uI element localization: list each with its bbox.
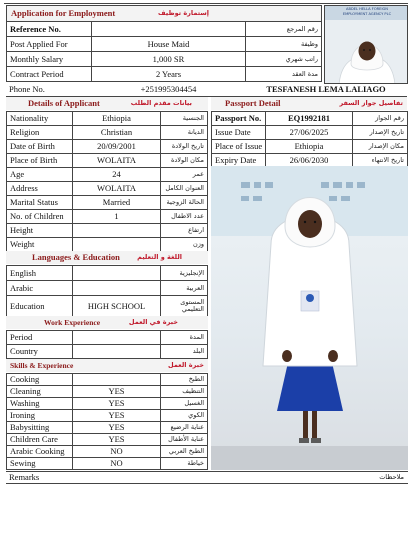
- agency-line-1: ABDEL HELLA FOREIGN: [346, 7, 388, 11]
- applicant-row-label: Address: [6, 181, 73, 196]
- remarks-ar: ملاحظات: [379, 473, 404, 482]
- applicant-row-label: Marital Status: [6, 195, 73, 210]
- skill-row-ar: التنظيف: [160, 385, 208, 398]
- skill-row-label: Washing: [6, 397, 73, 410]
- applicant-section-header: [6, 97, 208, 110]
- passport-row-value: 27/06/2025: [265, 125, 353, 140]
- skill-row-label: Babysitting: [6, 421, 73, 434]
- passport-row-label: Place of Issue: [211, 139, 266, 154]
- passport-row-label: Expiry Date: [211, 153, 266, 168]
- applicant-row-value: [72, 223, 161, 238]
- contract-value: 2 Years: [91, 66, 246, 82]
- language-row-ar: المستوى التعليمي: [160, 295, 208, 317]
- application-title-ar: إستمارة توظيف: [158, 9, 209, 18]
- skill-row-label: Cleaning: [6, 385, 73, 398]
- skill-row-value: NO: [72, 457, 161, 470]
- skill-row-ar: خياطة: [160, 457, 208, 470]
- full-body-figure: [211, 166, 408, 470]
- passport-row-ar: تاريخ الانتهاء: [352, 153, 408, 168]
- work-row-label: Country: [6, 344, 73, 359]
- passport-section-title: Passport Detail: [225, 98, 281, 109]
- work-section-title-ar: خبرة في العمل: [128, 318, 178, 327]
- applicant-row-ar: تاريخ الولادة: [160, 139, 208, 154]
- remarks-label: Remarks: [9, 472, 40, 483]
- applicant-row-value: Married: [72, 195, 161, 210]
- applicant-row-ar: وزن: [160, 237, 208, 252]
- skill-row-value: YES: [72, 397, 161, 410]
- applicant-section-title: Details of Applicant: [28, 98, 100, 109]
- skill-row-label: Sewing: [6, 457, 73, 470]
- skill-row-value: YES: [72, 421, 161, 434]
- skill-row-value: YES: [72, 409, 161, 422]
- applicant-section-title-ar: بيانات مقدم الطلب: [130, 99, 192, 108]
- applicant-row-ar: عمر: [160, 167, 208, 182]
- applicant-row-ar: الديانة: [160, 125, 208, 140]
- work-row-ar: المدة: [160, 330, 208, 345]
- language-row-label: English: [6, 265, 73, 281]
- phone-value: +251995304454: [91, 83, 246, 97]
- agency-line-2: EMPLOYMENT AGENCY PLC: [342, 12, 392, 16]
- applicant-row-value: 24: [72, 167, 161, 182]
- skills-section-header: [6, 359, 208, 372]
- skill-row-label: Arabic Cooking: [6, 445, 73, 458]
- passport-section-title-ar: تفاصيل جواز السفر: [339, 99, 403, 108]
- applicant-row-ar: ارتفاع: [160, 223, 208, 238]
- passport-row-value: Ethiopia: [265, 139, 353, 154]
- applicant-row-value: WOLAITA: [72, 181, 161, 196]
- application-title-bar: [6, 5, 322, 22]
- passport-row-ar: تاريخ الإصدار: [352, 125, 408, 140]
- skill-row-ar: الطبخ العربي: [160, 445, 208, 458]
- skill-row-label: Ironing: [6, 409, 73, 422]
- headshot-figure: [325, 6, 408, 84]
- applicant-row-ar: الجنسية: [160, 111, 208, 126]
- languages-section-title: Languages & Education: [32, 252, 120, 263]
- language-row-value: [72, 265, 161, 281]
- skill-row-ar: عناية الأطفال: [160, 433, 208, 446]
- passport-row-ar: مكان الإصدار: [352, 139, 408, 154]
- top-rule: [4, 3, 408, 4]
- post-ar: وظيفة: [245, 36, 322, 52]
- work-row-value: [72, 344, 161, 359]
- phone-label: Phone No.: [6, 83, 92, 97]
- passport-section-header: [211, 97, 407, 110]
- salary-ar: راتب شهري: [245, 51, 322, 67]
- applicant-row-value: [72, 237, 161, 252]
- post-value: House Maid: [91, 36, 246, 52]
- skill-row-value: YES: [72, 433, 161, 446]
- skill-row-value: YES: [72, 385, 161, 398]
- applicant-row-ar: عدد الاطفال: [160, 209, 208, 224]
- applicant-row-value: Ethiopia: [72, 111, 161, 126]
- skill-row-ar: الكوي: [160, 409, 208, 422]
- passport-row-label: Issue Date: [211, 125, 266, 140]
- applicant-row-value: 1: [72, 209, 161, 224]
- reference-label: Reference No.: [6, 21, 92, 37]
- work-row-label: Period: [6, 330, 73, 345]
- headshot-photo: [324, 5, 408, 84]
- work-section-header: [6, 316, 208, 329]
- contract-label: Contract Period: [6, 66, 92, 82]
- skills-section-title: Skills & Experience: [10, 360, 74, 370]
- languages-section-header: [6, 251, 208, 264]
- applicant-row-label: Height: [6, 223, 73, 238]
- applicant-full-name: TESFANESH LEMA LALIAGO: [245, 83, 407, 97]
- applicant-row-ar: الحالة الزوجية: [160, 195, 208, 210]
- applicant-row-label: Religion: [6, 125, 73, 140]
- remarks-row: [6, 471, 408, 484]
- applicant-row-value: 20/09/2001: [72, 139, 161, 154]
- language-row-label: Education: [6, 295, 73, 317]
- work-row-value: [72, 330, 161, 345]
- post-label: Post Applied For: [6, 36, 92, 52]
- language-row-label: Arabic: [6, 280, 73, 296]
- language-row-ar: العربية: [160, 280, 208, 296]
- skill-row-label: Children Care: [6, 433, 73, 446]
- language-row-value: HIGH SCHOOL: [72, 295, 161, 317]
- skill-row-value: NO: [72, 445, 161, 458]
- language-row-ar: الإنجليزية: [160, 265, 208, 281]
- passport-row-label: Passport No.: [211, 111, 266, 126]
- applicant-row-label: Nationality: [6, 111, 73, 126]
- work-section-title: Work Experience: [44, 317, 101, 327]
- reference-value: [91, 21, 246, 37]
- contract-ar: مدة العقد: [245, 66, 322, 82]
- applicant-row-value: WOLAITA: [72, 153, 161, 168]
- passport-row-value: 26/06/2030: [265, 153, 353, 168]
- language-row-value: [72, 280, 161, 296]
- skill-row-ar: عناية الرضيع: [160, 421, 208, 434]
- skill-row-ar: الغسيل: [160, 397, 208, 410]
- passport-row-value: EQ1992181: [265, 111, 353, 126]
- full-body-photo: [211, 166, 408, 470]
- applicant-row-label: No. of Children: [6, 209, 73, 224]
- applicant-row-ar: مكان الولادة: [160, 153, 208, 168]
- application-title: Application for Employment: [11, 8, 116, 19]
- reference-ar: رقم المرجع: [245, 21, 322, 37]
- languages-section-title-ar: اللغة و التعليم: [137, 253, 182, 262]
- passport-row-ar: رقم الجواز: [352, 111, 408, 126]
- applicant-row-ar: العنوان الكامل: [160, 181, 208, 196]
- salary-value: 1,000 SR: [91, 51, 246, 67]
- applicant-row-label: Age: [6, 167, 73, 182]
- work-row-ar: البلد: [160, 344, 208, 359]
- skill-row-label: Cooking: [6, 373, 73, 386]
- skill-row-ar: الطبخ: [160, 373, 208, 386]
- applicant-row-label: Weight: [6, 237, 73, 252]
- applicant-row-label: Place of Birth: [6, 153, 73, 168]
- skills-section-title-ar: خبرة العمل: [168, 361, 204, 370]
- applicant-row-value: Christian: [72, 125, 161, 140]
- salary-label: Monthly Salary: [6, 51, 92, 67]
- applicant-row-label: Date of Birth: [6, 139, 73, 154]
